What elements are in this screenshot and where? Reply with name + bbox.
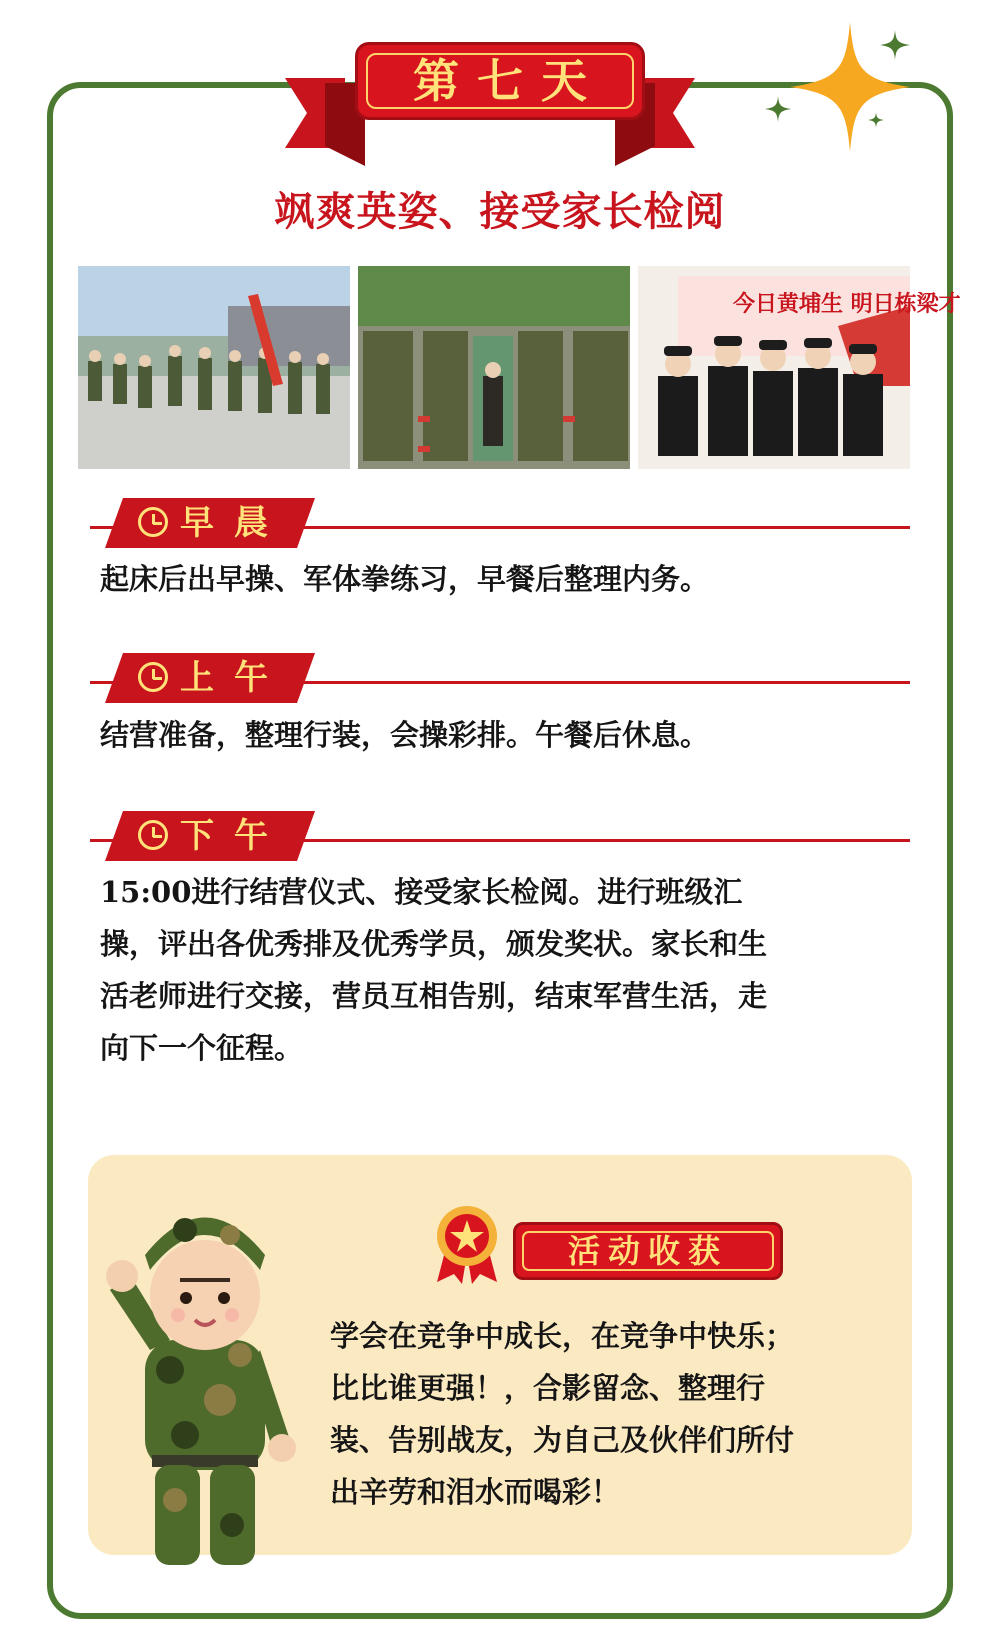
text-line: 出辛劳和泪水而喝彩！: [330, 1475, 621, 1509]
parade-photo: [78, 266, 350, 469]
section-afternoon-text: [100, 866, 900, 1074]
day-title: 第七天: [413, 54, 605, 108]
soldier-figure: [90, 1180, 330, 1570]
text-line: 学会在竞争中成长，在竞争中快乐；: [330, 1319, 795, 1353]
text-line: 操，评出各优秀排及优秀学员，颁发奖状。家长和生: [100, 927, 768, 961]
harvest-text: [330, 1310, 890, 1518]
section-morning-header: [90, 496, 910, 550]
clock-icon: [138, 507, 168, 537]
section-label-morning: 早晨: [180, 503, 288, 543]
formation-photo: [358, 266, 630, 469]
clock-icon: [138, 662, 168, 692]
section-forenoon-header: [90, 651, 910, 705]
medal-icon: [432, 1204, 502, 1284]
text-line: 装、告别战友，为自己及伙伴们所付: [330, 1423, 795, 1457]
group-photo-banner: 今日黄埔生 明日栋梁才: [733, 292, 961, 317]
text-line: 15:00进行结营仪式、接受家长检阅。进行班级汇: [100, 875, 743, 909]
text-line: 向下一个征程。: [100, 1031, 304, 1065]
sparkle-small-icon: [868, 112, 884, 128]
section-label-afternoon: 下午: [180, 816, 288, 856]
group-photo: [638, 266, 961, 469]
text-line: 比比谁更强！，合影留念、整理行: [330, 1371, 766, 1405]
text-line: 活老师进行交接，营员互相告别，结束军营生活，走: [100, 979, 768, 1013]
subtitle: 飒爽英姿、接受家长检阅: [274, 188, 726, 235]
section-label-forenoon: 上午: [180, 658, 288, 698]
sparkle-small-icon: [765, 96, 791, 122]
sparkle-small-icon: [880, 30, 910, 60]
section-afternoon-header: [90, 809, 910, 863]
harvest-title: 活动收获: [567, 1232, 728, 1270]
clock-icon: [138, 820, 168, 850]
section-morning-text: 起床后出早操、军体拳练习，早餐后整理内务。: [100, 562, 710, 596]
section-forenoon-text: 结营准备，整理行装，会操彩排。午餐后休息。: [100, 718, 710, 752]
